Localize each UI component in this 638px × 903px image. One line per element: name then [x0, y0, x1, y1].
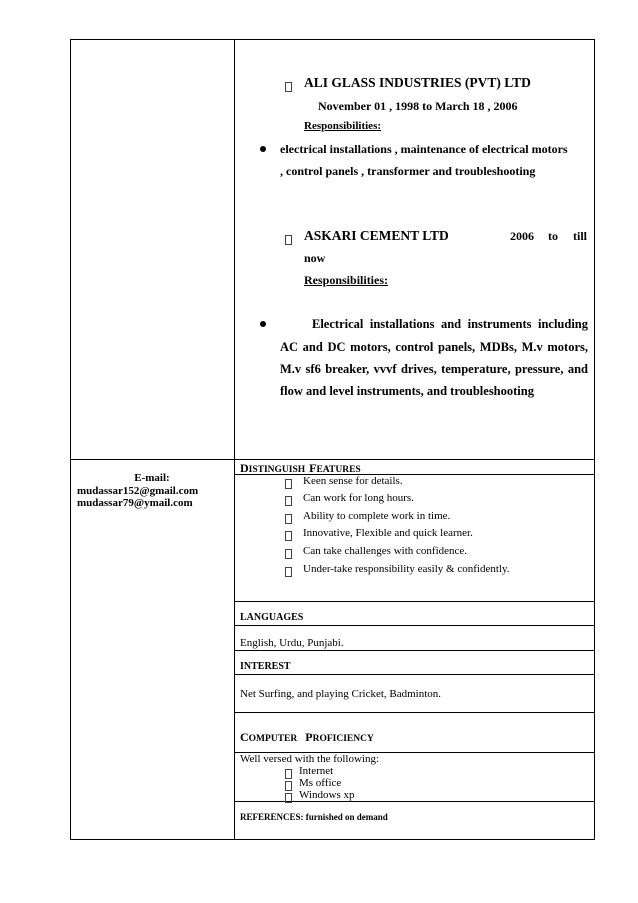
feature-item: Can work for long hours.	[303, 492, 414, 504]
square-bullet-icon	[285, 549, 292, 559]
company-name: ALI GLASS INDUSTRIES (PVT) LTD	[304, 75, 531, 90]
references-text: furnished on demand	[305, 812, 388, 822]
duties-text: AC and DC motors, control panels, MDBs, M.v motors,	[280, 340, 588, 354]
duties-text: M.v sf6 breaker, vvvf drives, temperature, pressure, and	[280, 362, 588, 376]
square-bullet-icon	[285, 479, 292, 489]
square-bullet-icon	[285, 781, 292, 791]
section-heading: LANGUAGES	[240, 612, 304, 623]
duties-text: , control panels , transformer and troubleshooting	[280, 164, 536, 178]
square-bullet-icon	[285, 235, 292, 245]
square-bullet-icon	[285, 793, 292, 803]
responsibilities-label: Responsibilities:	[304, 273, 389, 287]
email-label: E-mail:	[134, 472, 170, 484]
row-divider	[234, 625, 594, 626]
to-word: to	[548, 229, 558, 243]
square-bullet-icon	[285, 496, 292, 506]
section-heading: COMPUTER PROFICIENCY	[240, 730, 374, 744]
section-heading: DISTINGUISH FEATURES	[240, 461, 361, 475]
feature-item: Keen sense for details.	[303, 475, 403, 487]
column-divider	[234, 40, 235, 839]
section-heading: INTEREST	[240, 661, 291, 672]
company-name: ASKARI CEMENT LTD	[304, 228, 449, 243]
duties-text: Electrical installations and instruments including	[312, 317, 588, 331]
feature-item: Ability to complete work in time.	[303, 510, 451, 522]
interest-text: Net Surfing, and playing Cricket, Badminton.	[240, 688, 442, 700]
square-bullet-icon	[285, 514, 292, 524]
duties-text: flow and level instruments, and troubleshooting	[280, 384, 534, 398]
row-divider	[234, 650, 594, 651]
proficiency-item: Ms office	[299, 777, 342, 789]
row-divider	[234, 712, 594, 713]
square-bullet-icon	[285, 769, 292, 779]
square-bullet-icon	[285, 531, 292, 541]
row-divider	[234, 674, 594, 675]
feature-item: Innovative, Flexible and quick learner.	[303, 527, 473, 539]
proficiency-item: Windows xp	[299, 789, 355, 801]
bullet-icon	[260, 321, 266, 327]
square-bullet-icon	[285, 82, 292, 92]
email-address[interactable]: mudassar152@gmail.com	[77, 485, 199, 497]
proficiency-intro: Well versed with the following:	[240, 753, 380, 765]
responsibilities-label: Responsibilities:	[304, 120, 382, 132]
employment-dates: November 01 , 1998 to March 18 , 2006	[318, 99, 518, 113]
now-word: now	[304, 251, 326, 265]
bullet-icon	[260, 146, 266, 152]
feature-item: Under-take responsibility easily & confidently.	[303, 563, 510, 575]
duties-text: electrical installations , maintenance of electrical motors	[280, 142, 568, 156]
till-word: till	[573, 229, 587, 243]
email-address[interactable]: mudassar79@ymail.com	[77, 497, 193, 509]
languages-text: English, Urdu, Punjabi.	[240, 637, 344, 649]
feature-item: Can take challenges with confidence.	[303, 545, 468, 557]
square-bullet-icon	[285, 567, 292, 577]
references-label: REFERENCES:	[240, 812, 304, 822]
resume-table	[70, 39, 595, 840]
proficiency-item: Internet	[299, 765, 334, 777]
start-year: 2006	[510, 229, 534, 243]
references-line	[240, 812, 388, 822]
row-divider	[234, 601, 594, 602]
